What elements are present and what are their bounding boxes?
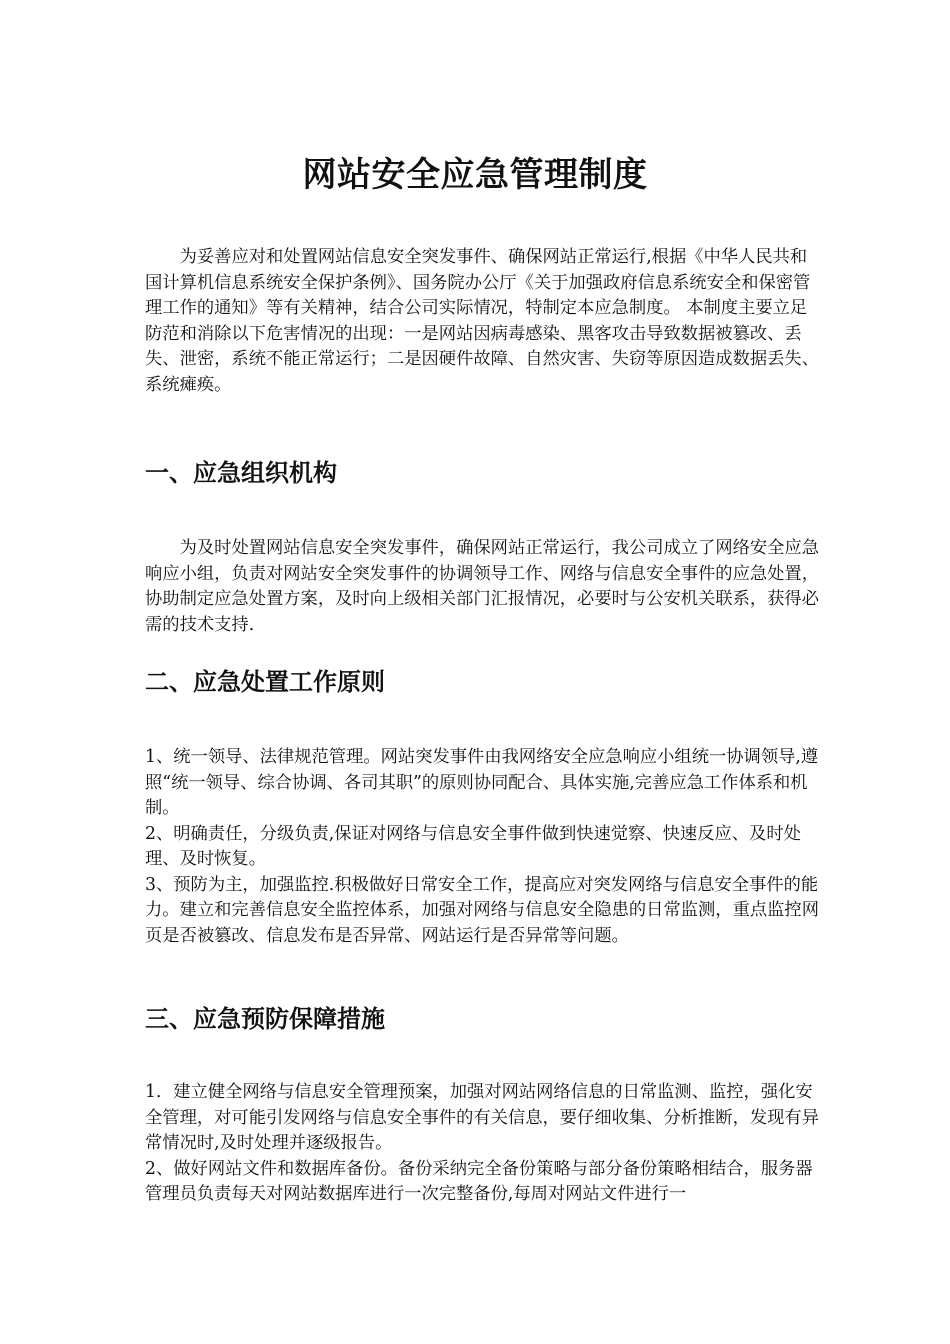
section-2-paragraph-2: 2、明确责任，分级负责,保证对网络与信息安全事件做到快速觉察、快速反应、及时处理、及时恢复。: [145, 823, 801, 869]
section-3-body: [145, 1080, 823, 1208]
section-heading-1: 一、应急组织机构: [145, 458, 337, 487]
section-3-paragraph-2: 2、做好网站文件和数据库备份。备份采纳完全备份策略与部分备份策略相结合，服务器管理员负责每天对网站数据库进行一次完整备份,每周对网站文件进行一: [145, 1158, 813, 1204]
section-1-body: [145, 536, 823, 638]
section-1-paragraph-1: 为及时处置网站信息安全突发事件，确保网站正常运行，我公司成立了网络安全应急响应小组，负责对网站安全突发事件的协调领导工作、网络与信息安全事件的应急处置，协助制定应急处置方案，及时向上级相关部门汇报情况，必要时与公安机关联系，获得必需的技术支持.: [145, 538, 820, 635]
section-heading-2: 二、应急处置工作原则: [145, 667, 385, 696]
section-2-paragraph-3: 3、预防为主，加强监控.积极做好日常安全工作，提高应对突发网络与信息安全事件的能力。建立和完善信息安全监控体系，加强对网络与信息安全隐患的日常监测，重点监控网页是否被篡改、信息发布是否异常、网站运行是否异常等问题。: [145, 874, 819, 946]
intro-paragraph: 为妥善应对和处置网站信息安全突发事件、确保网站正常运行,根据《中华人民共和国计算机信息系统安全保护条例》、国务院办公厅《关于加强政府信息系统安全和保密管理工作的通知》等有关精神，结合公司实际情况，特制定本应急制度。 本制度主要立足防范和消除以下危害情况的出现：一是网站因病毒感染、黑客攻击导致数据被篡改、丢失、泄密，系统不能正常运行；二是因硬件故障、自然灾害、失窃等原因造成数据丢失、系统瘫痪。: [145, 247, 819, 395]
section-2-paragraph-1: 1、统一领导、法律规范管理。网站突发事件由我网络安全应急响应小组统一协调领导,遵照“统一领导、综合协调、各司其职”的原则协同配合、具体实施,完善应急工作体系和机制。: [145, 747, 819, 818]
section-3-paragraph-1: 1．建立健全网络与信息安全管理预案，加强对网站网络信息的日常监测、监控，强化安全管理，对可能引发网络与信息安全事件的有关信息，要仔细收集、分析推断，发现有异常情况时,及时处理并逐级报告。: [145, 1082, 819, 1153]
section-heading-3: 三、应急预防保障措施: [145, 1004, 385, 1033]
section-2-body: [145, 745, 823, 949]
intro-block: [145, 245, 823, 398]
document-title: 网站安全应急管理制度: [302, 155, 648, 195]
